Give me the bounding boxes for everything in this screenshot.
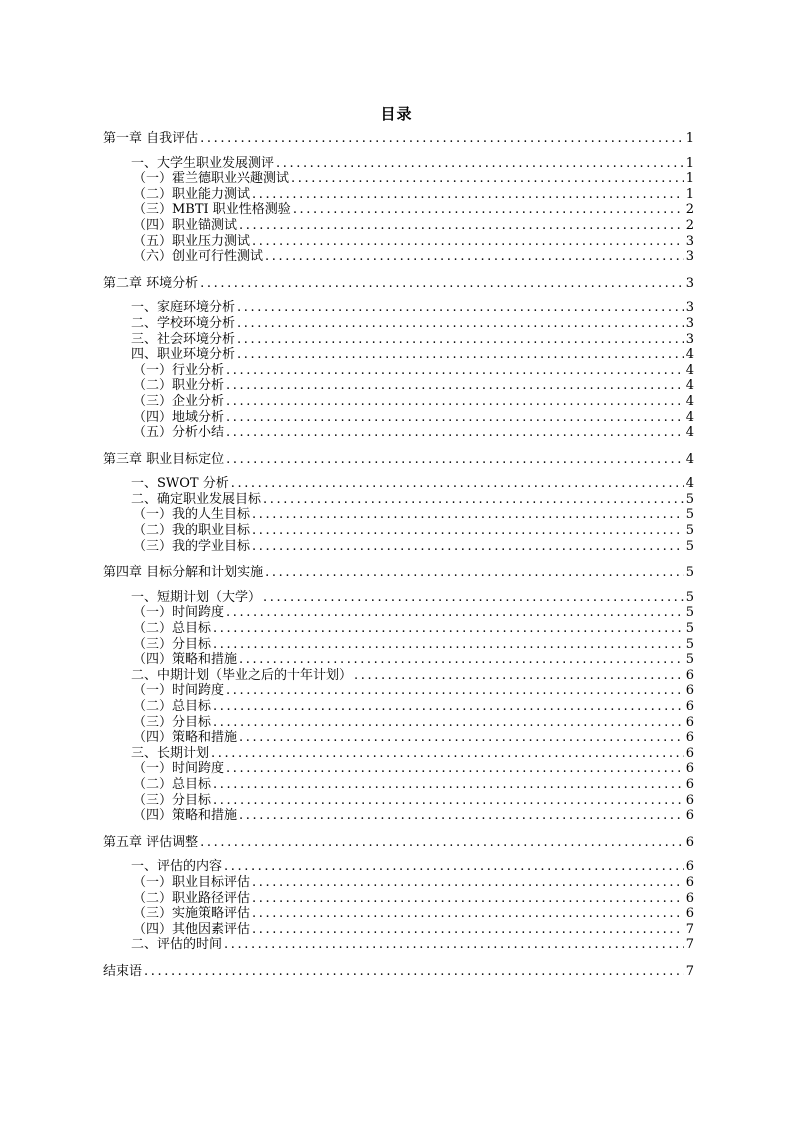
toc-subsection-entry[interactable] xyxy=(103,234,694,250)
toc-subsection-entry[interactable] xyxy=(103,715,694,731)
toc-page-number: 5 xyxy=(685,507,694,523)
toc-page-number: 5 xyxy=(685,523,694,539)
toc-entry-label: （二）总目标 xyxy=(133,776,212,792)
toc-entry-label: 第二章 环境分析 xyxy=(103,275,199,291)
toc-entry-label: （一）行业分析 xyxy=(133,362,225,378)
toc-dot-leader xyxy=(239,218,684,234)
toc-section-entry[interactable] xyxy=(103,316,694,332)
toc-dot-leader xyxy=(276,156,684,172)
toc-page-number: 6 xyxy=(685,745,694,761)
toc-entry-label: （三）分目标 xyxy=(133,714,212,730)
toc-entry-label: 一、SWOT 分析 xyxy=(131,476,229,492)
toc-subsection-entry[interactable] xyxy=(103,363,694,379)
toc-page-number: 1 xyxy=(685,131,694,146)
toc-dot-leader xyxy=(200,276,684,292)
toc-page-number: 6 xyxy=(685,761,694,777)
toc-entry-label: （一）职业目标评估 xyxy=(133,874,251,890)
toc-dot-leader xyxy=(231,476,684,492)
toc-subsection-entry[interactable] xyxy=(103,621,694,637)
toc-dot-leader xyxy=(237,316,684,332)
toc-dot-leader xyxy=(252,187,684,203)
toc-chapter-entry[interactable] xyxy=(103,276,694,292)
toc-entry-label: 第四章 目标分解和计划实施 xyxy=(103,565,264,581)
toc-dot-leader xyxy=(226,605,684,621)
toc-entry-label: （三）企业分析 xyxy=(133,393,225,409)
toc-page-number: 7 xyxy=(685,963,694,979)
toc-dot-leader xyxy=(291,171,684,187)
toc-dot-leader xyxy=(213,777,684,793)
toc-dot-leader xyxy=(226,410,684,426)
toc-page-number: 4 xyxy=(685,378,694,394)
toc-chapter-entry[interactable] xyxy=(103,452,694,468)
toc-entry-label: （一）时间跨度 xyxy=(133,683,225,699)
toc-section-entry[interactable] xyxy=(103,347,694,363)
toc-subsection-entry[interactable] xyxy=(103,761,694,777)
toc-page-number: 6 xyxy=(685,714,694,730)
toc-section-entry[interactable] xyxy=(103,746,694,762)
toc-entry-label: （四）地域分析 xyxy=(133,409,225,425)
toc-entry-label: 第一章 自我评估 xyxy=(103,131,199,146)
toc-dot-leader xyxy=(226,683,684,699)
toc-dot-leader xyxy=(226,452,684,468)
toc-entry-label: 一、评估的内容 xyxy=(131,859,223,875)
toc-entry-label: （五）职业压力测试 xyxy=(133,233,251,249)
toc-entry-label: 三、长期计划 xyxy=(131,745,210,761)
toc-entry-label: （二）我的职业目标 xyxy=(133,523,251,539)
toc-subsection-entry[interactable] xyxy=(103,523,694,539)
toc-page-number: 1 xyxy=(685,171,694,187)
toc-dot-leader xyxy=(263,492,684,508)
toc-entry-label: （四）其他因素评估 xyxy=(133,921,251,937)
toc-subsection-entry[interactable] xyxy=(103,171,694,187)
toc-entry-label: （四）策略和措施 xyxy=(133,730,238,746)
toc-dot-leader xyxy=(211,746,684,762)
toc-entry-label: （四）策略和措施 xyxy=(133,652,238,668)
toc-page-number: 5 xyxy=(685,636,694,652)
toc-dot-leader xyxy=(354,668,684,684)
toc-subsection-entry[interactable] xyxy=(103,410,694,426)
toc-entry-label: （三）实施策略评估 xyxy=(133,906,251,922)
toc-section-entry[interactable] xyxy=(103,332,694,348)
toc-subsection-entry[interactable] xyxy=(103,875,694,891)
toc-page-number: 6 xyxy=(685,683,694,699)
toc-dot-leader xyxy=(226,363,684,379)
toc-section-entry[interactable] xyxy=(103,476,694,492)
toc-dot-leader xyxy=(265,565,684,581)
toc-page-number: 2 xyxy=(685,202,694,218)
toc-entry-label: （二）职业路径评估 xyxy=(133,890,251,906)
toc-dot-leader xyxy=(226,378,684,394)
toc-page-number: 6 xyxy=(685,730,694,746)
toc-page-number: 5 xyxy=(685,589,694,605)
toc-entry-label: （一）霍兰德职业兴趣测试 xyxy=(133,171,290,187)
toc-dot-leader xyxy=(239,730,684,746)
toc-page-number: 3 xyxy=(685,275,694,291)
toc-entry-label: （二）总目标 xyxy=(133,699,212,714)
toc-subsection-entry[interactable] xyxy=(103,922,694,938)
toc-page-number: 5 xyxy=(685,565,694,581)
toc-dot-leader xyxy=(239,808,684,824)
toc-subsection-entry[interactable] xyxy=(103,793,694,809)
toc-dot-leader xyxy=(213,699,684,715)
toc-dot-leader xyxy=(213,621,684,637)
toc-entry-label: 二、学校环境分析 xyxy=(131,315,236,331)
toc-entry-label: 一、家庭环境分析 xyxy=(131,300,236,316)
toc-section-entry[interactable] xyxy=(103,937,694,953)
toc-dot-leader xyxy=(237,300,684,316)
toc-page-number: 6 xyxy=(685,792,694,808)
toc-subsection-entry[interactable] xyxy=(103,187,694,203)
toc-dot-leader xyxy=(213,793,684,809)
toc-page-number: 6 xyxy=(685,699,694,714)
table-of-contents xyxy=(103,131,694,989)
toc-entry-label: 一、短期计划（大学） xyxy=(131,589,262,605)
toc-entry-label: （一）时间跨度 xyxy=(133,605,225,621)
toc-page-number: 4 xyxy=(685,347,694,363)
toc-page-number: 3 xyxy=(685,331,694,347)
toc-page-number: 5 xyxy=(685,652,694,668)
toc-dot-leader xyxy=(239,652,684,668)
toc-page-number: 6 xyxy=(685,859,694,875)
toc-entry-label: （三）我的学业目标 xyxy=(133,538,251,554)
toc-entry-label: 一、大学生职业发展测评 xyxy=(131,155,275,171)
toc-title: 目录 xyxy=(380,105,413,123)
toc-dot-leader xyxy=(252,875,684,891)
toc-entry-label: 第五章 评估调整 xyxy=(103,834,199,850)
toc-page-number: 5 xyxy=(685,621,694,637)
toc-subsection-entry[interactable] xyxy=(103,394,694,410)
toc-dot-leader xyxy=(252,906,684,922)
toc-section-entry[interactable] xyxy=(103,300,694,316)
toc-entry-label: （一）我的人生目标 xyxy=(133,507,251,523)
toc-page-number: 4 xyxy=(685,451,694,467)
toc-entry-label: 四、职业环境分析 xyxy=(131,347,236,363)
toc-dot-leader xyxy=(213,637,684,653)
toc-page-number: 4 xyxy=(685,393,694,409)
toc-dot-leader xyxy=(224,859,684,875)
toc-chapter-entry[interactable] xyxy=(103,835,694,851)
toc-subsection-entry[interactable] xyxy=(103,906,694,922)
toc-page-number: 6 xyxy=(685,906,694,922)
toc-dot-leader xyxy=(252,891,684,907)
toc-subsection-entry[interactable] xyxy=(103,539,694,555)
toc-entry-label: （二）总目标 xyxy=(133,621,212,637)
toc-dot-leader xyxy=(293,202,684,218)
toc-entry-label: （三）分目标 xyxy=(133,636,212,652)
toc-dot-leader xyxy=(200,131,684,147)
toc-page-number: 6 xyxy=(685,667,694,683)
toc-section-entry[interactable] xyxy=(103,156,694,172)
toc-dot-leader xyxy=(237,332,684,348)
toc-entry-label: 二、评估的时间 xyxy=(131,937,223,953)
toc-dot-leader xyxy=(263,590,684,606)
toc-subsection-entry[interactable] xyxy=(103,777,694,793)
toc-subsection-entry[interactable] xyxy=(103,249,694,265)
toc-dot-leader xyxy=(226,425,684,441)
toc-subsection-entry[interactable] xyxy=(103,202,694,218)
toc-dot-leader xyxy=(226,761,684,777)
toc-dot-leader xyxy=(224,937,684,953)
toc-entry-label: 二、确定职业发展目标 xyxy=(131,491,262,507)
toc-page-number: 3 xyxy=(685,249,694,265)
toc-page-number: 3 xyxy=(685,300,694,316)
toc-dot-leader xyxy=(252,507,684,523)
toc-entry-label: （二）职业分析 xyxy=(133,378,225,394)
toc-page-number: 1 xyxy=(685,155,694,171)
toc-chapter-entry[interactable] xyxy=(103,964,694,980)
toc-page-number: 4 xyxy=(685,425,694,441)
toc-section-entry[interactable] xyxy=(103,590,694,606)
toc-entry-label: （三）MBTI 职业性格测验 xyxy=(133,202,291,218)
toc-entry-label: （六）创业可行性测试 xyxy=(133,249,264,265)
toc-dot-leader xyxy=(252,539,684,555)
toc-dot-leader xyxy=(200,835,684,851)
toc-dot-leader xyxy=(265,249,684,265)
toc-dot-leader xyxy=(237,347,684,363)
toc-section-entry[interactable] xyxy=(103,668,694,684)
toc-entry-label: （四）职业锚测试 xyxy=(133,217,238,233)
toc-entry-label: 三、社会环境分析 xyxy=(131,331,236,347)
toc-subsection-entry[interactable] xyxy=(103,218,694,234)
toc-page-number: 6 xyxy=(685,890,694,906)
toc-dot-leader xyxy=(252,922,684,938)
toc-dot-leader xyxy=(144,964,684,980)
toc-subsection-entry[interactable] xyxy=(103,605,694,621)
toc-page-number: 6 xyxy=(685,834,694,850)
toc-page-number: 5 xyxy=(685,605,694,621)
toc-page-number: 1 xyxy=(685,186,694,202)
toc-entry-label: 二、中期计划（毕业之后的十年计划） xyxy=(131,667,353,683)
toc-dot-leader xyxy=(252,234,684,250)
toc-subsection-entry[interactable] xyxy=(103,378,694,394)
toc-page-number: 7 xyxy=(685,937,694,953)
toc-page-number: 3 xyxy=(685,315,694,331)
toc-chapter-entry[interactable] xyxy=(103,565,694,581)
toc-entry-label: （五）分析小结 xyxy=(133,425,225,441)
toc-dot-leader xyxy=(213,715,684,731)
toc-page-number: 4 xyxy=(685,362,694,378)
toc-page-number: 5 xyxy=(685,491,694,507)
toc-page-number: 6 xyxy=(685,874,694,890)
toc-entry-label: 结束语 xyxy=(103,963,143,979)
toc-entry-label: 第三章 职业目标定位 xyxy=(103,451,225,467)
toc-subsection-entry[interactable] xyxy=(103,637,694,653)
toc-page-number: 6 xyxy=(685,808,694,824)
toc-page-number: 4 xyxy=(685,409,694,425)
toc-page-number: 3 xyxy=(685,233,694,249)
toc-page-number: 6 xyxy=(685,776,694,792)
toc-page-number: 7 xyxy=(685,921,694,937)
toc-page-number: 2 xyxy=(685,217,694,233)
toc-section-entry[interactable] xyxy=(103,859,694,875)
toc-subsection-entry[interactable] xyxy=(103,730,694,746)
toc-subsection-entry[interactable] xyxy=(103,699,694,715)
toc-subsection-entry[interactable] xyxy=(103,808,694,824)
toc-dot-leader xyxy=(226,394,684,410)
toc-subsection-entry[interactable] xyxy=(103,683,694,699)
toc-subsection-entry[interactable] xyxy=(103,652,694,668)
toc-entry-label: （一）时间跨度 xyxy=(133,761,225,777)
toc-page-number: 5 xyxy=(685,538,694,554)
toc-section-entry[interactable] xyxy=(103,492,694,508)
toc-entry-label: （四）策略和措施 xyxy=(133,808,238,824)
toc-entry-label: （二）职业能力测试 xyxy=(133,186,251,202)
toc-subsection-entry[interactable] xyxy=(103,891,694,907)
toc-subsection-entry[interactable] xyxy=(103,425,694,441)
toc-subsection-entry[interactable] xyxy=(103,507,694,523)
toc-page-number: 4 xyxy=(685,476,694,492)
toc-dot-leader xyxy=(252,523,684,539)
toc-chapter-entry[interactable] xyxy=(103,131,694,147)
toc-entry-label: （三）分目标 xyxy=(133,792,212,808)
